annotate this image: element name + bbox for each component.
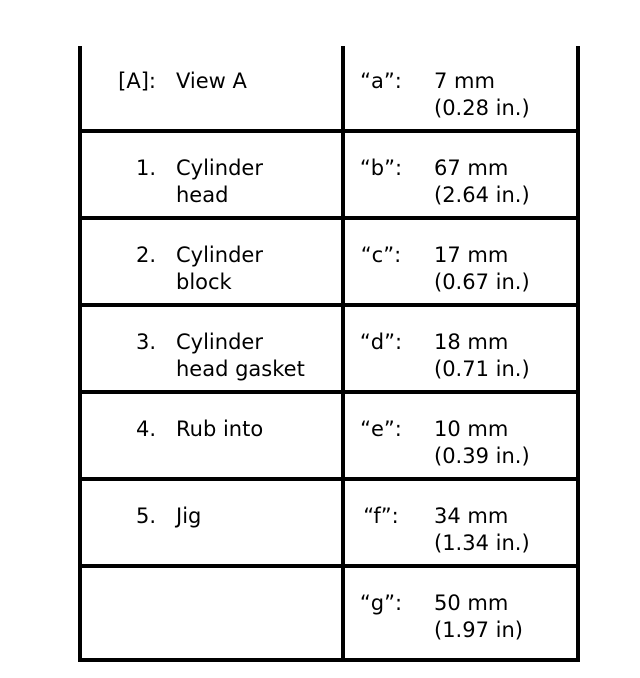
item-description-line-1: View A	[176, 69, 247, 93]
item-description-line-1: Cylinder	[176, 243, 263, 267]
item-key: 2.	[135, 243, 156, 267]
dimension-label: “c”:	[360, 243, 402, 267]
dimension-value-mm: 7 mm	[434, 69, 495, 93]
item-key: 4.	[135, 417, 156, 441]
legend-row	[82, 394, 576, 481]
legend-row	[82, 568, 576, 655]
item-description-line-1: Cylinder	[176, 156, 263, 180]
dimension-label: “a”:	[360, 69, 402, 93]
dimension-value-in: (1.97 in)	[434, 618, 523, 642]
item-description-line-1: Rub into	[176, 417, 264, 441]
item-key: [A]:	[118, 69, 156, 93]
item-key: 1.	[135, 156, 156, 180]
dimension-label: “b”:	[359, 156, 403, 180]
item-key: 3.	[135, 330, 156, 354]
dimension-label: “d”:	[359, 330, 403, 354]
item-key: 5.	[135, 504, 156, 528]
dimension-value-in: (1.34 in.)	[434, 531, 530, 555]
legend-row	[82, 307, 576, 394]
item-description-line-2: head gasket	[176, 357, 305, 381]
dimension-value-mm: 10 mm	[434, 417, 509, 441]
dimension-value-mm: 17 mm	[434, 243, 509, 267]
dimension-value-in: (2.64 in.)	[434, 183, 530, 207]
legend-row	[82, 481, 576, 568]
dimension-value-mm: 50 mm	[434, 591, 509, 615]
item-description-line-1: Jig	[176, 504, 202, 528]
legend-table	[78, 46, 580, 662]
dimension-value-in: (0.39 in.)	[434, 444, 530, 468]
dimension-value-mm: 34 mm	[434, 504, 509, 528]
dimension-value-in: (0.28 in.)	[434, 96, 530, 120]
dimension-value-in: (0.71 in.)	[434, 357, 530, 381]
dimension-value-in: (0.67 in.)	[434, 270, 530, 294]
dimension-value-mm: 18 mm	[434, 330, 509, 354]
legend-row	[82, 46, 576, 133]
dimension-label: “e”:	[360, 417, 402, 441]
item-description-line-2: head	[176, 183, 229, 207]
item-description-line-2: block	[176, 270, 232, 294]
dimension-value-mm: 67 mm	[434, 156, 509, 180]
legend-row	[82, 133, 576, 220]
dimension-label: “f”:	[363, 504, 399, 528]
legend-row	[82, 220, 576, 307]
dimension-label: “g”:	[359, 591, 403, 615]
item-description-line-1: Cylinder	[176, 330, 263, 354]
